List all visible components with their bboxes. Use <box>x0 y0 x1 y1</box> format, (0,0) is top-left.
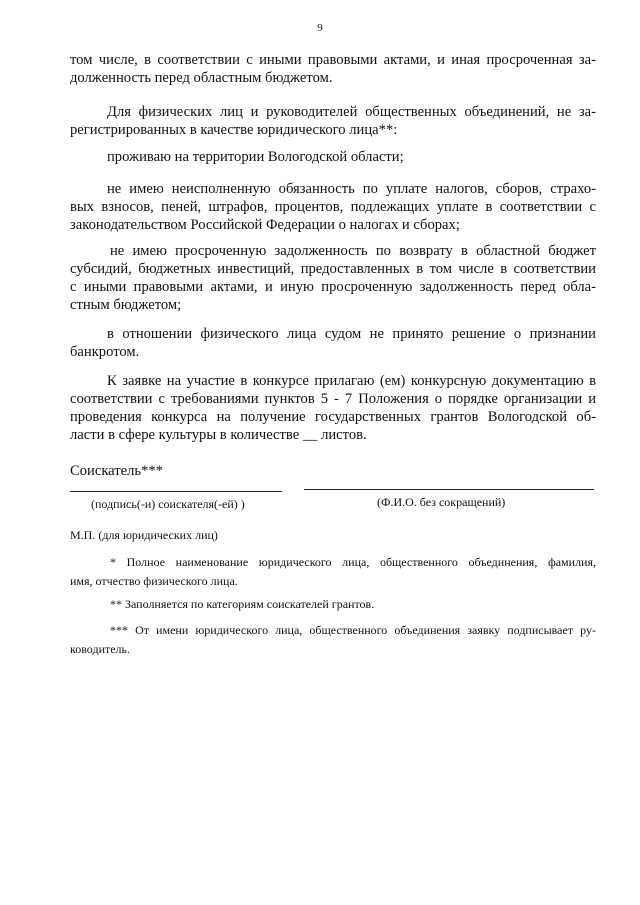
footnote-line: имя, отчество физического лица. <box>70 574 238 588</box>
text-line: субсидий, бюджетных инвестиций, предоставленных в том числе в соответствии <box>70 261 596 277</box>
paragraph-continuation <box>70 51 596 87</box>
text-line: К заявке на участие в конкурсе прилагаю (ем) конкурсную документацию в <box>107 373 596 389</box>
text-line: том числе, в соответствии с иными правовыми актами, и иная просроченная за- <box>70 52 596 68</box>
text-line: в отношении физического лица судом не принято решение о признании <box>107 326 596 342</box>
footnote-line: *** От имени юридического лица, общественного объединения заявку подписывает ру- <box>110 623 596 637</box>
text-line: законодательством Российской Федерации о налогах и сборах; <box>70 217 460 233</box>
footnote-line: * Полное наименование юридического лица, общественного объединения, фамилия, <box>110 555 596 569</box>
text-line: регистрированных в качестве юридического лица**: <box>70 122 398 138</box>
signature-line <box>70 491 282 492</box>
footnote-line: ** Заполняется по категориям соискателей грантов. <box>110 597 375 611</box>
text-line: долженность перед областным бюджетом. <box>70 70 333 86</box>
paragraph-individuals-intro <box>70 103 596 139</box>
text-line: ласти в сфере культуры в количестве __ листов. <box>70 427 367 443</box>
text-line: проведения конкурса на получение государственных грантов Вологодской об- <box>70 409 596 425</box>
text-line: банкротом. <box>70 344 140 360</box>
footnote-2 <box>70 595 596 614</box>
text-line: не имею просроченную задолженность по возврату в областной бюджет <box>110 243 596 259</box>
text-line: соответствии с требованиями пунктов 5 - 7 Положения о порядке организации и <box>70 391 596 407</box>
paragraph-bankruptcy <box>70 325 596 361</box>
stamp-note: М.П. (для юридических лиц) <box>70 528 218 542</box>
text-line: проживаю на территории Вологодской области; <box>107 149 404 165</box>
text-line: Для физических лиц и руководителей общественных объединений, не за- <box>107 104 596 120</box>
text-line: с иными правовыми актами, и иную просроченную задолженность перед обла- <box>70 279 596 295</box>
footnote-line: ководитель. <box>70 642 131 656</box>
text-line: не имею неисполненную обязанность по уплате налогов, сборов, страхо- <box>107 181 596 197</box>
page-number: 9 <box>317 22 323 34</box>
signature-caption: (подпись(-и) соискателя(-ей) ) <box>91 497 245 511</box>
text-line: вых взносов, пеней, штрафов, процентов, подлежащих уплате в соответствии с <box>70 199 596 215</box>
name-caption: (Ф.И.О. без сокращений) <box>377 495 506 509</box>
footnote-3 <box>70 621 596 659</box>
applicant-label: Соискатель*** <box>70 463 163 479</box>
paragraph-residence <box>70 148 596 166</box>
paragraph-budget-debt <box>70 242 596 314</box>
text-line: стным бюджетом; <box>70 297 182 313</box>
name-line <box>304 489 594 490</box>
footnote-1 <box>70 553 596 591</box>
paragraph-attachments <box>70 372 596 444</box>
paragraph-taxes <box>70 180 596 234</box>
